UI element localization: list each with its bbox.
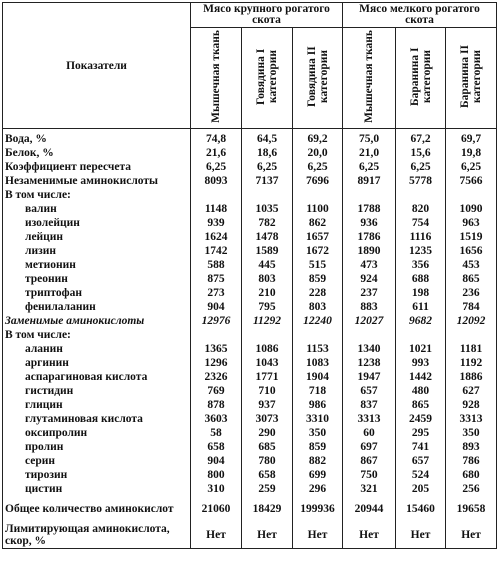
table-row bbox=[3, 160, 497, 174]
cell-value: 1083 bbox=[293, 356, 343, 370]
row-label: лейцин bbox=[3, 230, 191, 244]
cell-value: 3313 bbox=[343, 412, 396, 426]
row-label: оксипролин bbox=[3, 426, 191, 440]
cell-value: 658 bbox=[191, 440, 242, 454]
cell-value: 784 bbox=[446, 300, 497, 314]
cell-value: 993 bbox=[396, 356, 446, 370]
cell-value: 21,6 bbox=[191, 146, 242, 160]
cell-value: 750 bbox=[343, 468, 396, 482]
table-row bbox=[3, 244, 497, 258]
cell-value: 883 bbox=[343, 300, 396, 314]
cell-value bbox=[293, 188, 343, 202]
cell-value: 627 bbox=[446, 384, 497, 398]
row-label: Вода, % bbox=[3, 129, 191, 147]
cell-value: 657 bbox=[343, 384, 396, 398]
cell-value: 3313 bbox=[446, 412, 497, 426]
col-header-text: Мышечная ткань bbox=[210, 30, 222, 123]
cell-value bbox=[446, 328, 497, 342]
cell-value: 350 bbox=[446, 426, 497, 440]
cell-value: 741 bbox=[396, 440, 446, 454]
table-row bbox=[3, 342, 497, 356]
cell-value: 1365 bbox=[191, 342, 242, 356]
cell-value: 7696 bbox=[293, 174, 343, 188]
cell-value: 924 bbox=[343, 272, 396, 286]
row-label: Общее количество аминокислот bbox=[3, 496, 191, 522]
cell-value: 12976 bbox=[191, 314, 242, 328]
cell-value: 2459 bbox=[396, 412, 446, 426]
cell-value: 875 bbox=[191, 272, 242, 286]
cell-value: 867 bbox=[343, 454, 396, 468]
table-row bbox=[3, 230, 497, 244]
row-label: аргинин bbox=[3, 356, 191, 370]
cell-value bbox=[191, 188, 242, 202]
col-header bbox=[191, 28, 242, 129]
row-label: метионин bbox=[3, 258, 191, 272]
table-row bbox=[3, 129, 497, 147]
cell-value: 904 bbox=[191, 300, 242, 314]
cell-value: 1116 bbox=[396, 230, 446, 244]
cell-value: 58 bbox=[191, 426, 242, 440]
row-label: треонин bbox=[3, 272, 191, 286]
cell-value: 228 bbox=[293, 286, 343, 300]
cell-value: 1021 bbox=[396, 342, 446, 356]
row-label: валин bbox=[3, 202, 191, 216]
row-label: В том числе: bbox=[3, 328, 191, 342]
row-label: изолейцин bbox=[3, 216, 191, 230]
cell-value: 524 bbox=[396, 468, 446, 482]
cell-value: 837 bbox=[343, 398, 396, 412]
cell-value: 445 bbox=[242, 258, 293, 272]
row-label: гистидин bbox=[3, 384, 191, 398]
cell-value bbox=[343, 328, 396, 342]
table-row bbox=[3, 272, 497, 286]
table-row bbox=[3, 496, 497, 522]
cell-value bbox=[396, 188, 446, 202]
cell-value: 1153 bbox=[293, 342, 343, 356]
cell-value: 859 bbox=[293, 272, 343, 286]
cell-value: 18429 bbox=[242, 496, 293, 522]
cell-value: 453 bbox=[446, 258, 497, 272]
cell-value: 1657 bbox=[293, 230, 343, 244]
row-label: пролин bbox=[3, 440, 191, 454]
cell-value: 588 bbox=[191, 258, 242, 272]
cell-value: 685 bbox=[242, 440, 293, 454]
cell-value: 15460 bbox=[396, 496, 446, 522]
cell-value: 963 bbox=[446, 216, 497, 230]
table-row bbox=[3, 468, 497, 482]
cell-value: 688 bbox=[396, 272, 446, 286]
cell-value: 1656 bbox=[446, 244, 497, 258]
cell-value: 937 bbox=[242, 398, 293, 412]
cell-value: 803 bbox=[242, 272, 293, 286]
table-row bbox=[3, 216, 497, 230]
cell-value: 939 bbox=[191, 216, 242, 230]
cell-value: 893 bbox=[446, 440, 497, 454]
cell-value: 69,7 bbox=[446, 129, 497, 147]
cell-value: 1238 bbox=[343, 356, 396, 370]
cell-value: 1340 bbox=[343, 342, 396, 356]
table-row bbox=[3, 454, 497, 468]
cell-value: 8917 bbox=[343, 174, 396, 188]
cell-value: 480 bbox=[396, 384, 446, 398]
cell-value: 680 bbox=[446, 468, 497, 482]
cell-value: 5778 bbox=[396, 174, 446, 188]
cell-value: 1519 bbox=[446, 230, 497, 244]
cell-value: 1100 bbox=[293, 202, 343, 216]
row-label: триптофан bbox=[3, 286, 191, 300]
cell-value: 1148 bbox=[191, 202, 242, 216]
row-label: Незаменимые аминокислоты bbox=[3, 174, 191, 188]
cell-value: 1192 bbox=[446, 356, 497, 370]
cell-value: 718 bbox=[293, 384, 343, 398]
cell-value: 1672 bbox=[293, 244, 343, 258]
cell-value bbox=[242, 188, 293, 202]
cell-value: 1296 bbox=[191, 356, 242, 370]
cell-value: 198 bbox=[396, 286, 446, 300]
cell-value: 6,25 bbox=[293, 160, 343, 174]
table-row bbox=[3, 300, 497, 314]
cell-value: 1090 bbox=[446, 202, 497, 216]
table-row bbox=[3, 482, 497, 496]
cell-value: 878 bbox=[191, 398, 242, 412]
cell-value: 273 bbox=[191, 286, 242, 300]
cell-value: 236 bbox=[446, 286, 497, 300]
cell-value: 205 bbox=[396, 482, 446, 496]
table-row bbox=[3, 356, 497, 370]
cell-value: 1589 bbox=[242, 244, 293, 258]
cell-value: 12092 bbox=[446, 314, 497, 328]
cell-value: 19658 bbox=[446, 496, 497, 522]
amino-acid-table bbox=[2, 2, 497, 549]
row-label: Белок, % bbox=[3, 146, 191, 160]
cell-value bbox=[242, 328, 293, 342]
cell-value: 1771 bbox=[242, 370, 293, 384]
row-label: Заменимые аминокислоты bbox=[3, 314, 191, 328]
table-row bbox=[3, 398, 497, 412]
cell-value: 803 bbox=[293, 300, 343, 314]
cell-value: 904 bbox=[191, 454, 242, 468]
table-body bbox=[3, 129, 497, 549]
cell-value: 1886 bbox=[446, 370, 497, 384]
row-label: Коэффициент пересчета bbox=[3, 160, 191, 174]
cell-value: 820 bbox=[396, 202, 446, 216]
cell-value: 8093 bbox=[191, 174, 242, 188]
cell-value: 350 bbox=[293, 426, 343, 440]
cell-value: 699 bbox=[293, 468, 343, 482]
cell-value: 1947 bbox=[343, 370, 396, 384]
cell-value bbox=[343, 188, 396, 202]
cell-value: 936 bbox=[343, 216, 396, 230]
param-column-header: Показатели bbox=[3, 3, 191, 129]
cell-value: Нет bbox=[242, 522, 293, 549]
row-label: цистин bbox=[3, 482, 191, 496]
row-label: глутаминовая кислота bbox=[3, 412, 191, 426]
table-row bbox=[3, 174, 497, 188]
cell-value: 3073 bbox=[242, 412, 293, 426]
cell-value: 1786 bbox=[343, 230, 396, 244]
row-label: аланин bbox=[3, 342, 191, 356]
cell-value: 20,0 bbox=[293, 146, 343, 160]
table-row bbox=[3, 522, 497, 549]
row-label: В том числе: bbox=[3, 188, 191, 202]
cell-value: 865 bbox=[446, 272, 497, 286]
cell-value: 11292 bbox=[242, 314, 293, 328]
group-header-sheep: Мясо мелкого рогатого скота bbox=[343, 3, 497, 28]
cell-value: 1890 bbox=[343, 244, 396, 258]
cell-value: 473 bbox=[343, 258, 396, 272]
col-header-text: Мышечная ткань bbox=[363, 30, 376, 123]
col-header-text: Баранина II категории bbox=[459, 45, 484, 108]
cell-value: 7566 bbox=[446, 174, 497, 188]
cell-value: 1788 bbox=[343, 202, 396, 216]
cell-value: 210 bbox=[242, 286, 293, 300]
cell-value: 64,5 bbox=[242, 129, 293, 147]
cell-value: 356 bbox=[396, 258, 446, 272]
row-label: Лимитирующая аминокислота, скор, % bbox=[3, 522, 191, 549]
col-header bbox=[343, 28, 396, 129]
table-row bbox=[3, 440, 497, 454]
col-header bbox=[242, 28, 293, 129]
col-header-text: Баранина I категории bbox=[408, 47, 433, 106]
cell-value: Нет bbox=[293, 522, 343, 549]
cell-value bbox=[446, 188, 497, 202]
row-label: глицин bbox=[3, 398, 191, 412]
row-label: аспарагиновая кислота bbox=[3, 370, 191, 384]
cell-value: 6,25 bbox=[343, 160, 396, 174]
cell-value: 18,6 bbox=[242, 146, 293, 160]
cell-value: 69,2 bbox=[293, 129, 343, 147]
table-row bbox=[3, 328, 497, 342]
cell-value: 786 bbox=[446, 454, 497, 468]
col-header-text: Говядина I категории bbox=[255, 48, 279, 105]
table-row bbox=[3, 384, 497, 398]
cell-value: Нет bbox=[446, 522, 497, 549]
cell-value: 782 bbox=[242, 216, 293, 230]
cell-value: 310 bbox=[191, 482, 242, 496]
cell-value: 800 bbox=[191, 468, 242, 482]
cell-value: 1043 bbox=[242, 356, 293, 370]
cell-value: 1181 bbox=[446, 342, 497, 356]
cell-value bbox=[293, 328, 343, 342]
table-row bbox=[3, 314, 497, 328]
row-label: фенилаланин bbox=[3, 300, 191, 314]
row-label: тирозин bbox=[3, 468, 191, 482]
cell-value: 1086 bbox=[242, 342, 293, 356]
cell-value: 296 bbox=[293, 482, 343, 496]
col-header bbox=[446, 28, 497, 129]
cell-value: 6,25 bbox=[396, 160, 446, 174]
cell-value: 780 bbox=[242, 454, 293, 468]
cell-value: 237 bbox=[343, 286, 396, 300]
cell-value: 986 bbox=[293, 398, 343, 412]
cell-value: 2326 bbox=[191, 370, 242, 384]
table-row bbox=[3, 426, 497, 440]
cell-value: 9682 bbox=[396, 314, 446, 328]
cell-value: 15,6 bbox=[396, 146, 446, 160]
cell-value: 1035 bbox=[242, 202, 293, 216]
cell-value: 75,0 bbox=[343, 129, 396, 147]
cell-value: Нет bbox=[396, 522, 446, 549]
cell-value: 12240 bbox=[293, 314, 343, 328]
cell-value: 6,25 bbox=[242, 160, 293, 174]
cell-value: 321 bbox=[343, 482, 396, 496]
cell-value: 1235 bbox=[396, 244, 446, 258]
col-header bbox=[293, 28, 343, 129]
table-row bbox=[3, 146, 497, 160]
row-label: лизин bbox=[3, 244, 191, 258]
cell-value: 658 bbox=[242, 468, 293, 482]
cell-value: 1478 bbox=[242, 230, 293, 244]
cell-value: 515 bbox=[293, 258, 343, 272]
cell-value: 256 bbox=[446, 482, 497, 496]
cell-value: 1442 bbox=[396, 370, 446, 384]
cell-value: 259 bbox=[242, 482, 293, 496]
cell-value: 6,25 bbox=[446, 160, 497, 174]
cell-value: 697 bbox=[343, 440, 396, 454]
cell-value: 199936 bbox=[293, 496, 343, 522]
cell-value: 20944 bbox=[343, 496, 396, 522]
table-row bbox=[3, 412, 497, 426]
cell-value: 3310 bbox=[293, 412, 343, 426]
cell-value: 1904 bbox=[293, 370, 343, 384]
cell-value: 862 bbox=[293, 216, 343, 230]
table-row bbox=[3, 202, 497, 216]
cell-value: 67,2 bbox=[396, 129, 446, 147]
cell-value: 795 bbox=[242, 300, 293, 314]
table-row bbox=[3, 370, 497, 384]
cell-value: 21060 bbox=[191, 496, 242, 522]
cell-value: 7137 bbox=[242, 174, 293, 188]
cell-value: 290 bbox=[242, 426, 293, 440]
cell-value: 21,0 bbox=[343, 146, 396, 160]
cell-value: 769 bbox=[191, 384, 242, 398]
cell-value: 710 bbox=[242, 384, 293, 398]
cell-value: 611 bbox=[396, 300, 446, 314]
table-row bbox=[3, 188, 497, 202]
cell-value: 859 bbox=[293, 440, 343, 454]
table-row bbox=[3, 258, 497, 272]
cell-value: Нет bbox=[191, 522, 242, 549]
cell-value: 754 bbox=[396, 216, 446, 230]
col-header bbox=[396, 28, 446, 129]
cell-value: 928 bbox=[446, 398, 497, 412]
cell-value: Нет bbox=[343, 522, 396, 549]
cell-value: 657 bbox=[396, 454, 446, 468]
cell-value: 12027 bbox=[343, 314, 396, 328]
cell-value: 6,25 bbox=[191, 160, 242, 174]
table-row bbox=[3, 286, 497, 300]
cell-value: 60 bbox=[343, 426, 396, 440]
cell-value: 3603 bbox=[191, 412, 242, 426]
cell-value bbox=[191, 328, 242, 342]
group-header-cattle: Мясо крупного рогатого скота bbox=[191, 3, 343, 28]
cell-value: 295 bbox=[396, 426, 446, 440]
cell-value: 19,8 bbox=[446, 146, 497, 160]
cell-value: 865 bbox=[396, 398, 446, 412]
cell-value: 1624 bbox=[191, 230, 242, 244]
cell-value bbox=[396, 328, 446, 342]
col-header-text: Говядина II категории bbox=[305, 46, 330, 107]
cell-value: 1742 bbox=[191, 244, 242, 258]
cell-value: 882 bbox=[293, 454, 343, 468]
cell-value: 74,8 bbox=[191, 129, 242, 147]
row-label: серин bbox=[3, 454, 191, 468]
